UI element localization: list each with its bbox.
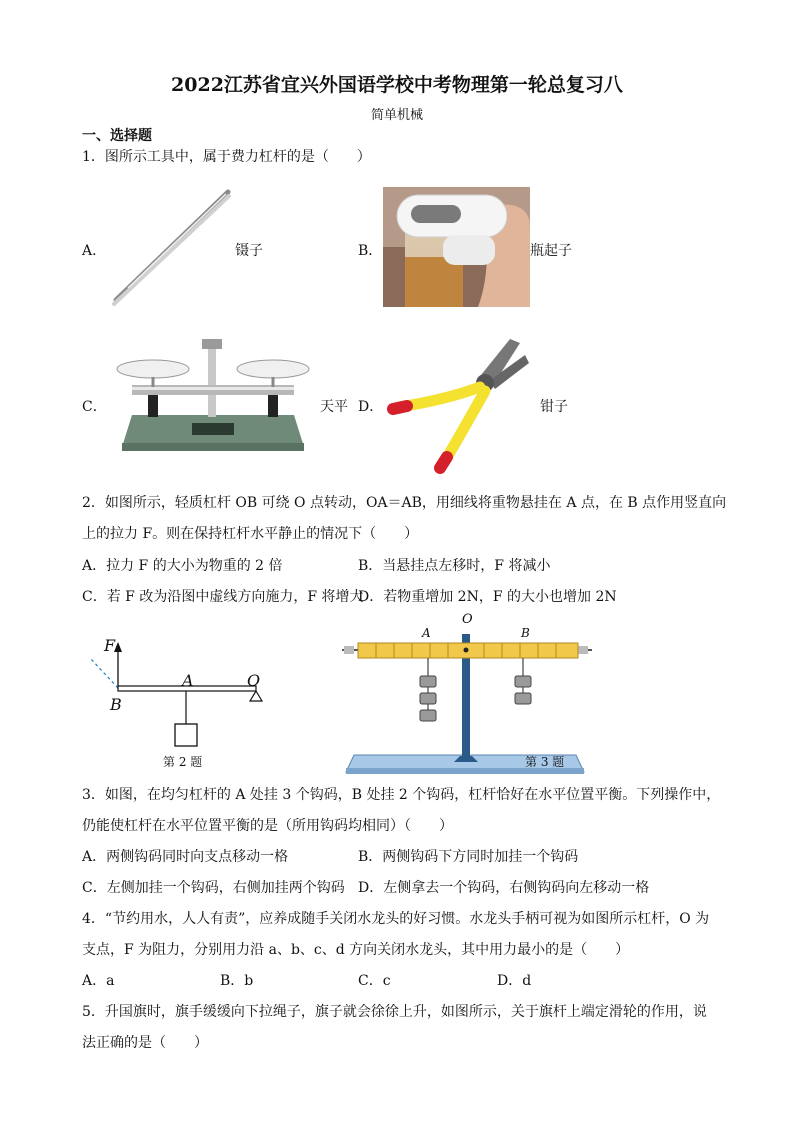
q3-fig-label-b: B xyxy=(521,626,530,640)
q2-option-c: C．若 F 改为沿图中虚线方向施力，F 将增大 xyxy=(82,589,364,605)
q4-option-a: A．a xyxy=(82,973,115,989)
q2-fig-label-b: B xyxy=(110,695,122,714)
pliers-image xyxy=(385,335,530,475)
q4-stem-line2: 支点，F 为阻力，分别用力沿 a、b、c、d 方向关闭水龙头，其中用力最小的是（ ） xyxy=(82,942,630,958)
section-heading: 一、选择题 xyxy=(82,128,152,144)
q2-fig-label-f: F xyxy=(104,636,116,655)
q1-option-b-letter: B． xyxy=(358,243,383,259)
q3-fig-label-o: O xyxy=(462,612,473,627)
q1-option-a-name: 镊子 xyxy=(235,243,263,259)
q3-stem-line1: 3．如图，在均匀杠杆的 A 处挂 3 个钩码，B 处挂 2 个钩码，杠杆恰好在水平位置平衡。下列操作中， xyxy=(82,787,721,803)
q2-option-a: A．拉力 F 的大小为物重的 2 倍 xyxy=(82,558,283,574)
q3-option-c: C．左侧加挂一个钩码，右侧加挂两个钩码 xyxy=(82,880,345,896)
q1-option-d-letter: D． xyxy=(358,399,384,415)
bottle-opener-image xyxy=(383,187,530,307)
tweezers-image xyxy=(108,188,233,308)
q2-option-b: B．当悬挂点左移时，F 将减小 xyxy=(358,558,551,574)
q2-stem-line2: 上的拉力 F。则在保持杠杆水平静止的情况下（ ） xyxy=(82,526,419,542)
q2-fig-label-a: A xyxy=(182,671,194,690)
q2-option-d: D．若物重增加 2N，F 的大小也增加 2N xyxy=(358,589,617,605)
q3-fig-caption: 第 3 题 xyxy=(525,755,565,769)
q1-option-a-letter: A． xyxy=(82,243,107,259)
q1-option-c-letter: C． xyxy=(82,399,107,415)
q4-option-c: C．c xyxy=(358,973,391,989)
q3-option-d: D．左侧拿去一个钩码，右侧钩码向左移动一格 xyxy=(358,880,650,896)
q2-stem-line1: 2．如图所示，轻质杠杆 OB 可绕 O 点转动，OA＝AB，用细线将重物悬挂在 A 点，在 B 点作用竖直向 xyxy=(82,495,727,511)
q1-option-d-name: 钳子 xyxy=(540,399,568,415)
q3-fig-label-a: A xyxy=(422,626,431,640)
q4-option-b: B．b xyxy=(220,973,254,989)
q5-stem-line2: 法正确的是（ ） xyxy=(82,1035,208,1051)
q4-stem-line1: 4．“节约用水，人人有责”，应养成随手关闭水龙头的好习惯。水龙头手柄可视为如图所示杠杆，O 为 xyxy=(82,911,710,927)
q3-option-a: A．两侧钩码同时向支点移动一格 xyxy=(82,849,289,865)
balance-scale-image xyxy=(112,335,314,455)
q4-option-d: D．d xyxy=(497,973,532,989)
q5-stem-line1: 5．升国旗时，旗手缓缓向下拉绳子，旗子就会徐徐上升，如图所示，关于旗杆上端定滑轮的作用，说 xyxy=(82,1004,707,1020)
q2-fig-caption: 第 2 题 xyxy=(163,755,203,769)
q1-option-c-name: 天平 xyxy=(320,399,348,415)
page-subtitle: 简单机械 xyxy=(370,108,423,123)
q3-stem-line2: 仍能使杠杆在水平位置平衡的是（所用钩码均相同）（ ） xyxy=(82,818,453,834)
q3-option-b: B．两侧钩码下方同时加挂一个钩码 xyxy=(358,849,579,865)
q2-fig-label-o: O xyxy=(247,671,261,690)
page-title: 2022江苏省宜兴外国语学校中考物理第一轮总复习八 xyxy=(171,74,623,96)
q1-option-b-name: 瓶起子 xyxy=(530,243,572,259)
q1-stem: 1．图所示工具中，属于费力杠杆的是（ ） xyxy=(82,149,371,165)
